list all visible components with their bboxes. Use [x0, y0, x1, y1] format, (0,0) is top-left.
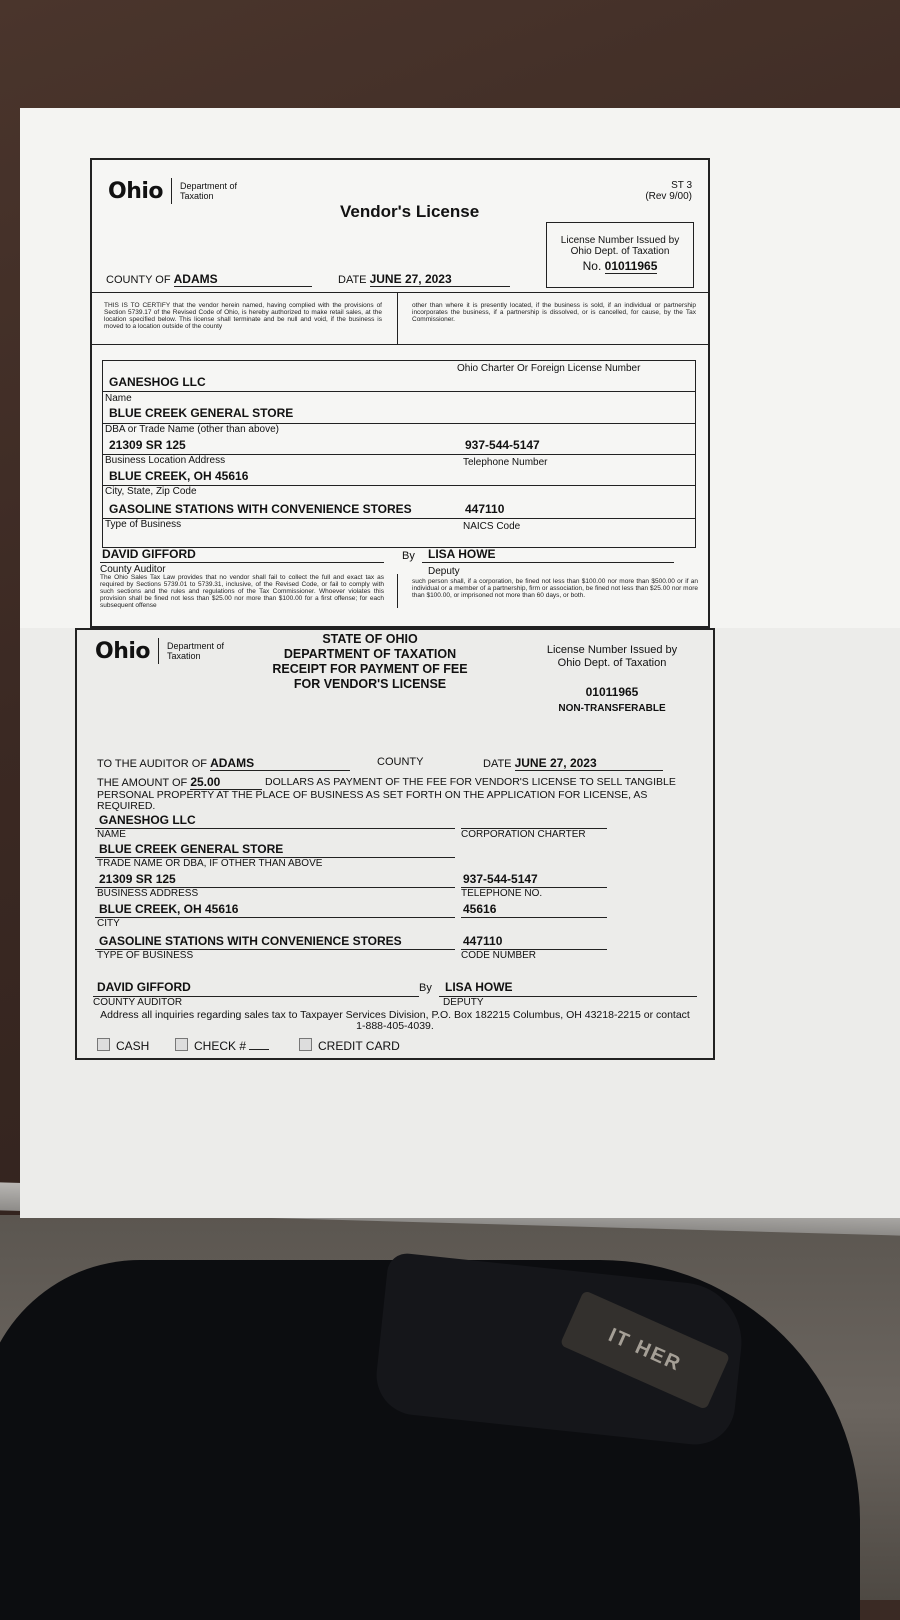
date-value: JUNE 27, 2023 [370, 272, 510, 287]
law-text-right: such person shall, if a corporation, be fined not less than $100.00 nor more than $500.00 or if an individual or a member of a partnership, firm or association, be fined not less than $25.00 nor more than $100.00, or imprisoned not more than 60 days, or both. [412, 578, 698, 599]
fee-amount: 25.00 [190, 775, 262, 790]
certify-text-left: THIS IS TO CERTIFY that the vendor herein named, having complied with the provisions of Section 5739.17 of the Revised Code of Ohio, is hereby authorized to make retail sales, at the location specified below. This license shall terminate and be null and void, if the business is moved to a location outside of the county [104, 302, 382, 330]
telephone: 937-544-5147 [465, 438, 540, 452]
law-text-left: The Ohio Sales Tax Law provides that no vendor shall fail to collect the full and exact tax as required by Sections 5739.01 to 5739.31, inclusive, of the Revised Code, or fail to comply with such sections and the rules and regulations of the Tax Commissioner. Whoever violates this provision shall be fined not less than $25.00 nor more than $100.00 for a first offense; for each subsequent offense [100, 574, 384, 609]
fee-receipt: Ohio Department of Taxation STATE OF OHIO DEPARTMENT OF TAXATION RECEIPT FOR PAYMENT OF FEE FOR VENDOR'S LICENSE License Number Issued by Ohio Dept. of Taxation 01011965 NON-TRANSFERABLE TO THE AUDITOR OF ADAMS COUNTY DATE JUNE 27, 2023 THE AMOUNT OF 25.00 DOLLARS AS PAYMENT OF THE FEE FOR VENDOR'S LICENSE TO SELL TANGIBLE PERSONAL PROPERTY AT THE PLACE OF BUSINESS AS SET FORTH ON THE APPLICATION FOR LICENSE, AS REQUIRED. GANESHOG LLC NAME CORPORATION CHARTER BLUE CREEK GENERAL STORE TRADE NAME OR DBA, IF OTHER THAN ABOVE 21309 SR 125 937-544-5147 BUSINESS ADDRESS TELEPHONE NO. BLUE CREEK, OH 45616 45616 CITY GASOLINE STATIONS WITH CONVENIENCE STORES 447110 TYPE OF BUSINESS CODE NUMBER DAVID GIFFORD By LISA HOWE COUNTY AUDITOR DEPUTY Address all inquiries regarding sales tax to Taxpayer Services Division, P.O. Box 182215 Columbus, OH 43218-2215 or contact 1-888-405-4039. CASH CHECK # CREDIT CARD [75, 628, 715, 1060]
check-checkbox[interactable] [175, 1038, 188, 1051]
ohio-logo-receipt: Ohio Department of Taxation [95, 638, 225, 664]
cash-checkbox[interactable] [97, 1038, 110, 1051]
corporation-charter-label: CORPORATION CHARTER [461, 829, 586, 840]
receipt-auditor: DAVID GIFFORD [97, 980, 191, 994]
receipt-license-number: 01011965 [585, 685, 639, 699]
form-id: ST 3 [671, 180, 692, 191]
receipt-deputy: LISA HOWE [445, 980, 513, 994]
receipt-zip: 45616 [463, 902, 497, 916]
dba-name: BLUE CREEK GENERAL STORE [109, 406, 294, 420]
county-auditor-name: DAVID GIFFORD [102, 547, 196, 561]
receipt-business-type: GASOLINE STATIONS WITH CONVENIENCE STORES [99, 934, 402, 948]
deputy-name: LISA HOWE [428, 547, 496, 561]
receipt-address: 21309 SR 125 [99, 872, 176, 886]
county-value: ADAMS [174, 272, 312, 287]
paper-sheet [20, 108, 900, 1218]
credit-card-checkbox[interactable] [299, 1038, 312, 1051]
license-title: Vendor's License [340, 202, 480, 221]
vendor-details-table: Ohio Charter Or Foreign License Number GANESHOG LLC Name BLUE CREEK GENERAL STORE DBA or Trade Name (other than above) 21309 SR 125 937-544-5147 Business Location Address Telephone Number BLUE CREEK, OH 45616 City, State, Zip Code GASOLINE STATIONS WITH CONVENIENCE STORES 447110 Type of Business NAICS Code [102, 360, 696, 548]
dept-line-2: Taxation [180, 191, 214, 201]
receipt-name: GANESHOG LLC [99, 813, 196, 827]
non-transferable: NON-TRANSFERABLE [558, 703, 666, 714]
jeans-patch: IT HER [560, 1290, 731, 1410]
receipt-dba: BLUE CREEK GENERAL STORE [99, 842, 284, 856]
dept-line-1: Department of [180, 181, 238, 191]
ohio-logo [108, 178, 237, 204]
receipt-license-block: License Number Issued by Ohio Dept. of Taxation 01011965 NON-TRANSFERABLE [532, 644, 692, 715]
payment-credit-card[interactable]: CREDIT CARD [299, 1038, 400, 1053]
form-rev: (Rev 9/00) [645, 191, 692, 202]
charter-label: Ohio Charter Or Foreign License Number [457, 363, 641, 374]
business-address: 21309 SR 125 [109, 438, 186, 452]
receipt-city: BLUE CREEK, OH 45616 [99, 902, 239, 916]
receipt-county: ADAMS [210, 756, 350, 771]
license-number: 01011965 [604, 259, 658, 273]
receipt-heading: STATE OF OHIO DEPARTMENT OF TAXATION RECEIPT FOR PAYMENT OF FEE FOR VENDOR'S LICENSE [272, 632, 468, 691]
certify-text-right: other than where it is presently located, if the business is sold, if an individual or partnership incorporates the business, if a partnership is dissolved, or is cancelled, for cause, by the Tax Commissioner. [412, 302, 696, 323]
receipt-date: JUNE 27, 2023 [515, 756, 663, 771]
payment-check[interactable]: CHECK # [175, 1038, 269, 1053]
ohio-wordmark: Ohio [108, 178, 164, 204]
city-state-zip: BLUE CREEK, OH 45616 [109, 469, 249, 483]
inquiries-text: Address all inquiries regarding sales tax to Taxpayer Services Division, P.O. Box 182215 Columbus, OH 43218-2215 or contact 1-888-405-4039. [100, 1009, 690, 1032]
business-type: GASOLINE STATIONS WITH CONVENIENCE STORES [109, 502, 412, 516]
vendors-license: Ohio Department of Taxation ST 3 (Rev 9/00) Vendor's License License Number Issued by Ohio Dept. of Taxation No. 01011965 COUNTY OF ADAMS DATE JUNE 27, 2023 THIS IS TO CERTIFY that the vendor herein named, having complied with the provisions of Section 5739.17 of the Revised Code of Ohio, is hereby authorized to make retail sales, at the location specified below. This license shall terminate and be null and void, if the business is moved to a location outside of the county other than where it is presently located, if the business is sold, if an individual or partnership incorporates the business, if a partnership is dissolved, or is cancelled, for cause, by the Tax Commissioner. Ohio Charter Or Foreign License Number GANESHOG LLC Name BLUE CREEK GENERAL STORE DBA or Trade Name (other than above) 21309 SR 125 937-544-5147 Business Location Address Telephone Number BLUE CREEK, OH 45616 City, State, Zip Code GASOLINE STATIONS WITH CONVENIENCE STORES 447110 Type of Business NAICS Code DAVID GIFFORD By LISA HOWE County Auditor Deputy The Ohio Sales Tax Law provides that no vendor shall fail to collect the full and exact tax as required by Sections 5739.01 to 5739.31, inclusive, of the Revised Code, or fail to comply with such sections and the rules and regulations of the Tax Commissioner. Whoever violates this provision shall be fined not less than $25.00 nor more than $100.00 for a first offense; for each subsequent offense such person shall, if a corporation, be fined not less than $100.00 nor more than $500.00 or if an individual or a member of a partnership, firm or association, be fined not less than $25.00 nor more than $100.00, or imprisoned not more than 60 days, or both. [90, 158, 710, 628]
naics-code: 447110 [465, 502, 505, 516]
receipt-code: 447110 [463, 934, 503, 948]
vendor-name: GANESHOG LLC [109, 375, 206, 389]
form-id-block [645, 180, 692, 202]
license-number-box: License Number Issued by Ohio Dept. of Taxation No. 01011965 [546, 222, 694, 288]
receipt-phone: 937-544-5147 [463, 872, 538, 886]
payment-cash[interactable]: CASH [97, 1038, 149, 1053]
